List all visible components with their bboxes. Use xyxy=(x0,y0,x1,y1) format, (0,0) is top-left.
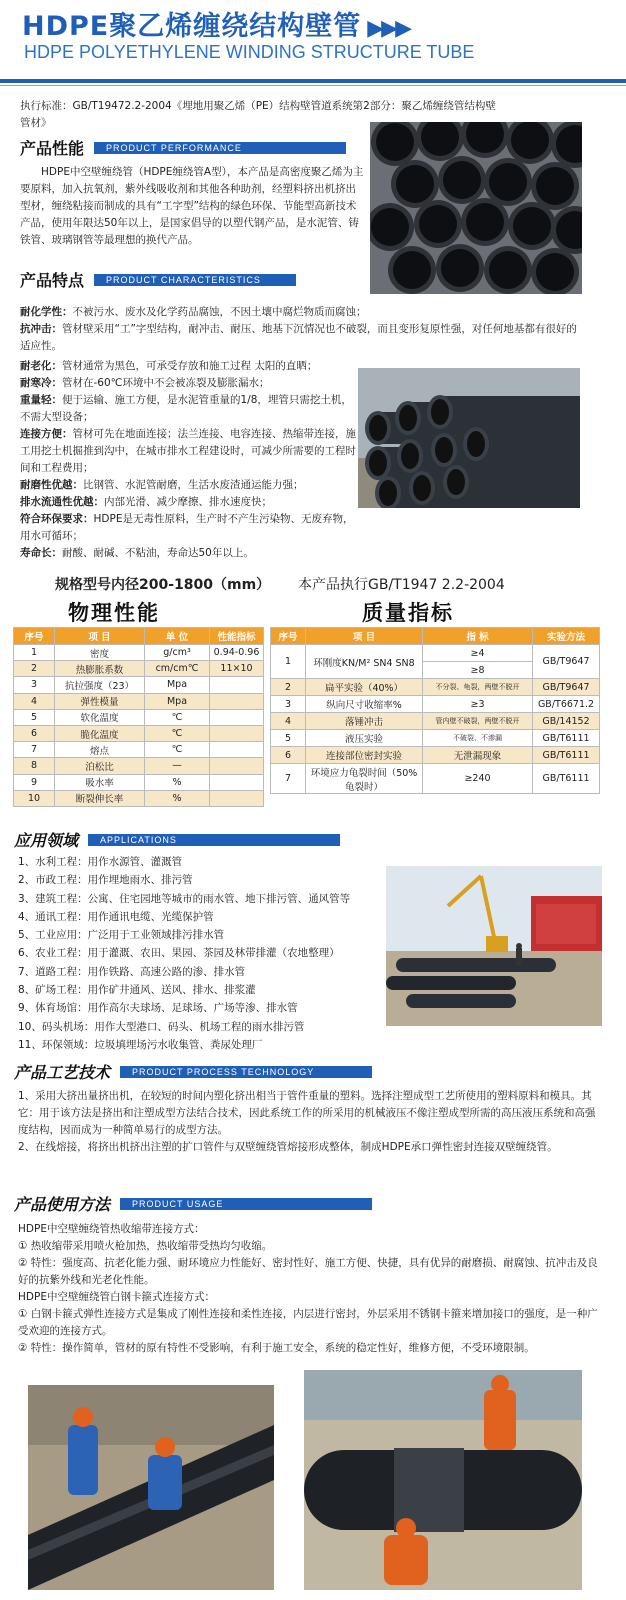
table-cell: 连接部位密封实验 xyxy=(306,747,423,764)
char-item: 耐化学性：不被污水、废水及化学药品腐蚀，不因土壤中腐烂物质而腐蚀； xyxy=(20,306,367,318)
table-cell: 9 xyxy=(14,774,55,790)
physical-title: 物理性能 xyxy=(68,601,160,625)
pipe-hole xyxy=(536,167,574,205)
table-cell: 软化温度 xyxy=(55,709,145,725)
pipe-hole xyxy=(536,253,574,291)
process-para: 2、在线熔接，将挤出机挤出注塑的扩口管件与双壁缠绕管熔接形成整体，制成HDPE承口弹性密封连接双壁缠绕管。 xyxy=(18,1141,558,1153)
table-cell: GB/14152 xyxy=(533,713,600,730)
characteristics-list xyxy=(20,304,580,355)
usage-para: HDPE中空壁缠绕管白钢卡箍式连接方式： xyxy=(18,1291,215,1303)
list-item: 8、矿场工程：用作矿井通风、送风、排水、排浆灌 xyxy=(18,984,256,997)
pipe-hole xyxy=(441,249,479,287)
table-cell: ℃ xyxy=(145,725,210,741)
triple-arrow-icon: ▶▶▶ xyxy=(367,16,410,41)
char-item: 耐磨性优越：比钢管、水泥管耐磨，生活水废渣通运能力强； xyxy=(20,479,304,491)
pipe-hole xyxy=(393,251,431,289)
physical-table xyxy=(13,627,264,807)
table-cell xyxy=(210,790,264,806)
pipe-hole xyxy=(467,431,485,457)
table-cell xyxy=(210,758,264,774)
table-cell: GB/T9647 xyxy=(533,679,600,696)
table-cell: ≥8 xyxy=(423,662,533,679)
list-item: 11、环保领域：垃圾填埋场污水收集管、粪尿处理厂 xyxy=(18,1038,263,1051)
pipe-hole xyxy=(466,203,504,241)
installation-photo-right xyxy=(304,1370,582,1590)
pipe-hole xyxy=(371,208,409,246)
col-header: 实验方法 xyxy=(533,628,600,645)
table-cell: 热膨胀系数 xyxy=(55,661,145,677)
pipe-hole xyxy=(489,251,527,289)
pipe-hole xyxy=(419,205,457,243)
table-cell: 6 xyxy=(14,725,55,741)
col-header: 性能指标 xyxy=(210,628,264,645)
section-usage-header xyxy=(14,1192,372,1212)
section-title: 产品工艺技术 xyxy=(14,1063,111,1082)
quality-title: 质量指标 xyxy=(362,601,454,625)
construction-site-photo xyxy=(386,866,602,1026)
page-title xyxy=(22,4,409,43)
applications-list xyxy=(18,853,378,1054)
pipe-hole xyxy=(396,165,434,203)
section-performance-header xyxy=(20,136,346,156)
pipe-hole xyxy=(511,122,549,159)
table-cell: 抗拉强度（23） xyxy=(55,677,145,693)
table-row xyxy=(271,696,600,713)
section-applications-header xyxy=(14,828,340,848)
char-item: 排水流通性优越：内部光滑、减少摩擦、排水速度快； xyxy=(20,496,272,508)
list-item: 7、道路工程：用作铁路、高速公路的渗、排水管 xyxy=(18,965,246,978)
table-row xyxy=(14,742,264,758)
table-cell: Mpa xyxy=(145,677,210,693)
section-bar: PRODUCT USAGE xyxy=(120,1198,372,1210)
col-header: 序号 xyxy=(271,628,306,645)
pipe-hole xyxy=(399,405,417,431)
table-row xyxy=(14,677,264,693)
table-cell: 3 xyxy=(271,696,306,713)
performance-text: HDPE中空壁缠绕管（HDPE缠绕管A型），本产品是高密度聚乙烯为主要原料，加入抗氧剂，紫外线吸收剂和其他各种助剂，经塑料挤出机挤出型材，缠绕粘接而制成的具有“工字型”结构的绿色环保、节能型高新技术产品，使用年限达50年以上，是国家倡导的以塑代钢产品，是水泥管、铸铁管、玻璃钢管等最理想的换代产品。 xyxy=(20,166,364,246)
list-item: 10、码头机场：用作大型港口、码头、机场工程的雨水排污管 xyxy=(18,1020,305,1033)
pipe-hole xyxy=(489,163,527,201)
standard-text: 执行标准：GB/T19472.2-2004《埋地用聚乙烯（PE）结构壁管道系统第2部分：聚乙烯缠绕管结构壁管材》 xyxy=(20,100,496,129)
quality-table xyxy=(270,627,600,794)
list-item: 1、水利工程：用作水源管、灌溉管 xyxy=(18,856,183,868)
table-row xyxy=(14,709,264,725)
table-cell: 1 xyxy=(14,645,55,661)
header-rule-thin xyxy=(0,85,626,86)
table-cell: 环境应力龟裂时间（50%龟裂时） xyxy=(306,764,423,794)
pipe-hole xyxy=(401,443,419,469)
table-cell: 4 xyxy=(14,693,55,709)
list-item: 4、通讯工程：用作通讯电缆、光缆保护管 xyxy=(18,910,214,923)
table-cell: 11×10 xyxy=(210,661,264,677)
spec-standard: 本产品执行GB/T1947 2.2-2004 xyxy=(298,577,505,593)
section-title: 产品性能 xyxy=(20,139,85,158)
installation-photo-left xyxy=(28,1385,274,1590)
pipe-hole xyxy=(513,207,551,245)
table-cell: 熔点 xyxy=(55,742,145,758)
usage-text xyxy=(18,1221,604,1357)
table-cell: 2 xyxy=(14,661,55,677)
table-cell: ≥3 xyxy=(423,696,533,713)
char-item: 重量轻：便于运输、施工方便，是水泥管重量的1/8，埋管只需挖土机，不需大型设备； xyxy=(20,394,352,423)
table-row xyxy=(14,790,264,806)
table-cell: 液压实验 xyxy=(306,730,423,747)
pipe-hole xyxy=(413,475,431,501)
pipe-hole xyxy=(379,480,397,506)
usage-para: ② 特性：强度高、抗老化能力强、耐环境应力性能好、密封性好、施工方便、快捷，具有优异的耐磨损、耐腐蚀、抗冲击及良好的抗紫外线和光老化性能。 xyxy=(18,1257,598,1286)
section-bar: PRODUCT PERFORMANCE xyxy=(94,142,346,154)
table-cell xyxy=(210,709,264,725)
table-row xyxy=(14,693,264,709)
table-cell: 8 xyxy=(14,758,55,774)
table-cell: 泊松比 xyxy=(55,758,145,774)
table-cell xyxy=(210,725,264,741)
table-cell: GB/T9647 xyxy=(533,645,600,679)
list-item: 3、建筑工程：公寓、住宅园地等城市的雨水管、地下排污管、通风管等 xyxy=(18,892,351,905)
pipe-body xyxy=(456,466,580,498)
col-header: 指 标 xyxy=(423,628,533,645)
pipes-yard-photo xyxy=(358,368,580,508)
usage-para: HDPE中空壁缠绕管热收缩带连接方式： xyxy=(18,1223,205,1235)
col-header: 序号 xyxy=(14,628,55,645)
table-row xyxy=(271,713,600,730)
table-row xyxy=(271,679,600,696)
table-cell: 脆化温度 xyxy=(55,725,145,741)
table-cell: 无泄漏现象 xyxy=(423,747,533,764)
table-cell: 6 xyxy=(271,747,306,764)
table-cell: 2 xyxy=(271,679,306,696)
table-cell xyxy=(210,693,264,709)
table-cell: ≥240 xyxy=(423,764,533,794)
table-row xyxy=(271,730,600,747)
table-row xyxy=(14,661,264,677)
table-cell: 纵向尺寸收缩率% xyxy=(306,696,423,713)
section-title: 应用领域 xyxy=(14,831,79,850)
table-cell: 断裂伸长率 xyxy=(55,790,145,806)
characteristics-list-2 xyxy=(20,358,360,562)
section-bar: PRODUCT CHARACTERISTICS xyxy=(94,274,296,286)
pipe-stack-photo xyxy=(370,122,582,294)
usage-para: ② 特性：操作简单，管材的原有特性不受影响，有利于施工安全，系统的稳定性好，维修方便，不受环境限制。 xyxy=(18,1342,535,1354)
table-cell: 不破裂、不渗漏 xyxy=(423,730,533,747)
pipe-hole xyxy=(376,123,414,161)
process-para: 1、采用大挤出量挤出机，在较短的时间内塑化挤出相当于管件重量的塑料。选择注塑成型工艺所使用的塑料原料和模具。其它：用于该方法是挤出和注塑成型方法结合技术，因此系统工作的所采用的机械液压不像注塑成型所需的高压液压系统和高强度结构，因而成为一种简单易行的成型方法。 xyxy=(18,1090,596,1136)
table-row xyxy=(14,725,264,741)
table-cell: 3 xyxy=(14,677,55,693)
table-row xyxy=(14,645,264,661)
section-bar: APPLICATIONS xyxy=(88,834,340,846)
table-cell: GB/T6111 xyxy=(533,747,600,764)
table-cell: Mpa xyxy=(145,693,210,709)
pipe-hole xyxy=(447,469,465,495)
table-row xyxy=(271,645,600,662)
col-header: 单 位 xyxy=(145,628,210,645)
section-characteristics-header xyxy=(20,268,296,288)
table-cell: GB/T6111 xyxy=(533,764,600,794)
table-cell xyxy=(210,677,264,693)
col-header: 项 目 xyxy=(306,628,423,645)
pipe-body xyxy=(440,396,580,428)
table-cell: ℃ xyxy=(145,742,210,758)
table-cell: cm/cm℃ xyxy=(145,661,210,677)
pipe-hole xyxy=(369,415,387,441)
table-row xyxy=(271,764,600,794)
table-row xyxy=(14,758,264,774)
char-item: 耐寒冷：管材在-60℃环境中不会被冻裂及膨胀漏水； xyxy=(20,377,270,389)
char-item: 抗冲击：管材壁采用“工”字型结构，耐冲击、耐压、地基下沉情况也不破裂，而且变形复原性强，对任何地基都有很好的适应性。 xyxy=(20,323,577,352)
spec-size: 规格型号内径200-1800（mm） xyxy=(55,577,271,593)
table-cell: g/cm³ xyxy=(145,645,210,661)
table-cell: 0.94-0.96 xyxy=(210,645,264,661)
pipe-hole xyxy=(443,161,481,199)
section-bar: PRODUCT PROCESS TECHNOLOGY xyxy=(120,1066,372,1078)
table-cell: — xyxy=(145,758,210,774)
usage-para: ① 热收缩带采用喷火枪加热，热收缩带受热均匀收缩。 xyxy=(18,1240,273,1252)
list-item: 9、体育场馆：用作高尔夫球场、足球场、广场等渗、排水管 xyxy=(18,1002,298,1015)
list-item: 5、工业应用：广泛用于工业领域排污排水管 xyxy=(18,929,225,942)
table-cell: 5 xyxy=(14,709,55,725)
char-item: 耐老化：管材通常为黑色，可承受存放和施工过程 太阳的直晒； xyxy=(20,360,318,372)
section-title: 产品使用方法 xyxy=(14,1195,111,1214)
pipe-hole xyxy=(369,450,387,476)
table-cell: 扁平实验（40%） xyxy=(306,679,423,696)
char-item: 寿命长：耐酸、耐碱、不粘油，寿命达50年以上。 xyxy=(20,547,254,559)
table-cell: 落锤冲击 xyxy=(306,713,423,730)
table-cell: 10 xyxy=(14,790,55,806)
table-cell xyxy=(210,774,264,790)
page-subtitle: HDPE POLYETHYLENE WINDING STRUCTURE TUBE xyxy=(24,42,475,62)
pipe-body xyxy=(476,428,580,460)
table-row xyxy=(14,774,264,790)
table-cell: 弹性模量 xyxy=(55,693,145,709)
section-title: 产品特点 xyxy=(20,271,85,290)
list-item: 2、市政工程：用作埋地雨水、排污管 xyxy=(18,874,193,887)
usage-para: ① 白钢卡箍式弹性连接方式是集成了刚性连接和柔性连接，内层进行密封，外层采用不锈钢卡箍来增加接口的强度，是一种广受欢迎的连接方式。 xyxy=(18,1308,598,1337)
table-cell: 4 xyxy=(271,713,306,730)
title-cn: HDPE聚乙烯缠绕结构壁管 xyxy=(22,11,362,42)
table-cell: ℃ xyxy=(145,709,210,725)
pipe-hole xyxy=(435,437,453,463)
table-cell: 吸水率 xyxy=(55,774,145,790)
table-cell: 1 xyxy=(271,645,306,679)
char-item: 符合环保要求：HDPE是无毒性原料，生产时不产生污染物、无废弃物，用水可循环； xyxy=(20,513,354,542)
col-header: 项 目 xyxy=(55,628,145,645)
table-cell: GB/T6111 xyxy=(533,730,600,747)
table-row xyxy=(271,747,600,764)
table-cell: GB/T6671.2 xyxy=(533,696,600,713)
table-cell: 5 xyxy=(271,730,306,747)
section-process-header xyxy=(14,1060,372,1080)
table-cell: 7 xyxy=(14,742,55,758)
header-rule xyxy=(0,79,626,83)
table-cell: ≥4 xyxy=(423,645,533,662)
table-cell: 7 xyxy=(271,764,306,794)
pipe-hole xyxy=(431,399,449,425)
list-item: 6、农业工程：用于灌溉、农田、果园、茶园及林带排灌（农地整理） xyxy=(18,947,340,960)
table-cell: % xyxy=(145,790,210,806)
table-cell: % xyxy=(145,774,210,790)
table-cell: 管内壁不破裂，两壁不脱开 xyxy=(423,713,533,730)
table-cell xyxy=(210,742,264,758)
table-cell: 不分裂、龟裂，两壁不脱开 xyxy=(423,679,533,696)
table-cell: 环刚度KN/M² SN4 SN8 xyxy=(306,645,423,679)
char-item: 连接方便：管材可先在地面连接；法兰连接、电容连接、热缩带连接，施工用挖土机掘推到沟中，在城市排水工程建设时，可减少所需要的工程时间和工程费用； xyxy=(20,428,356,474)
table-cell: 密度 xyxy=(55,645,145,661)
process-text xyxy=(18,1088,604,1156)
